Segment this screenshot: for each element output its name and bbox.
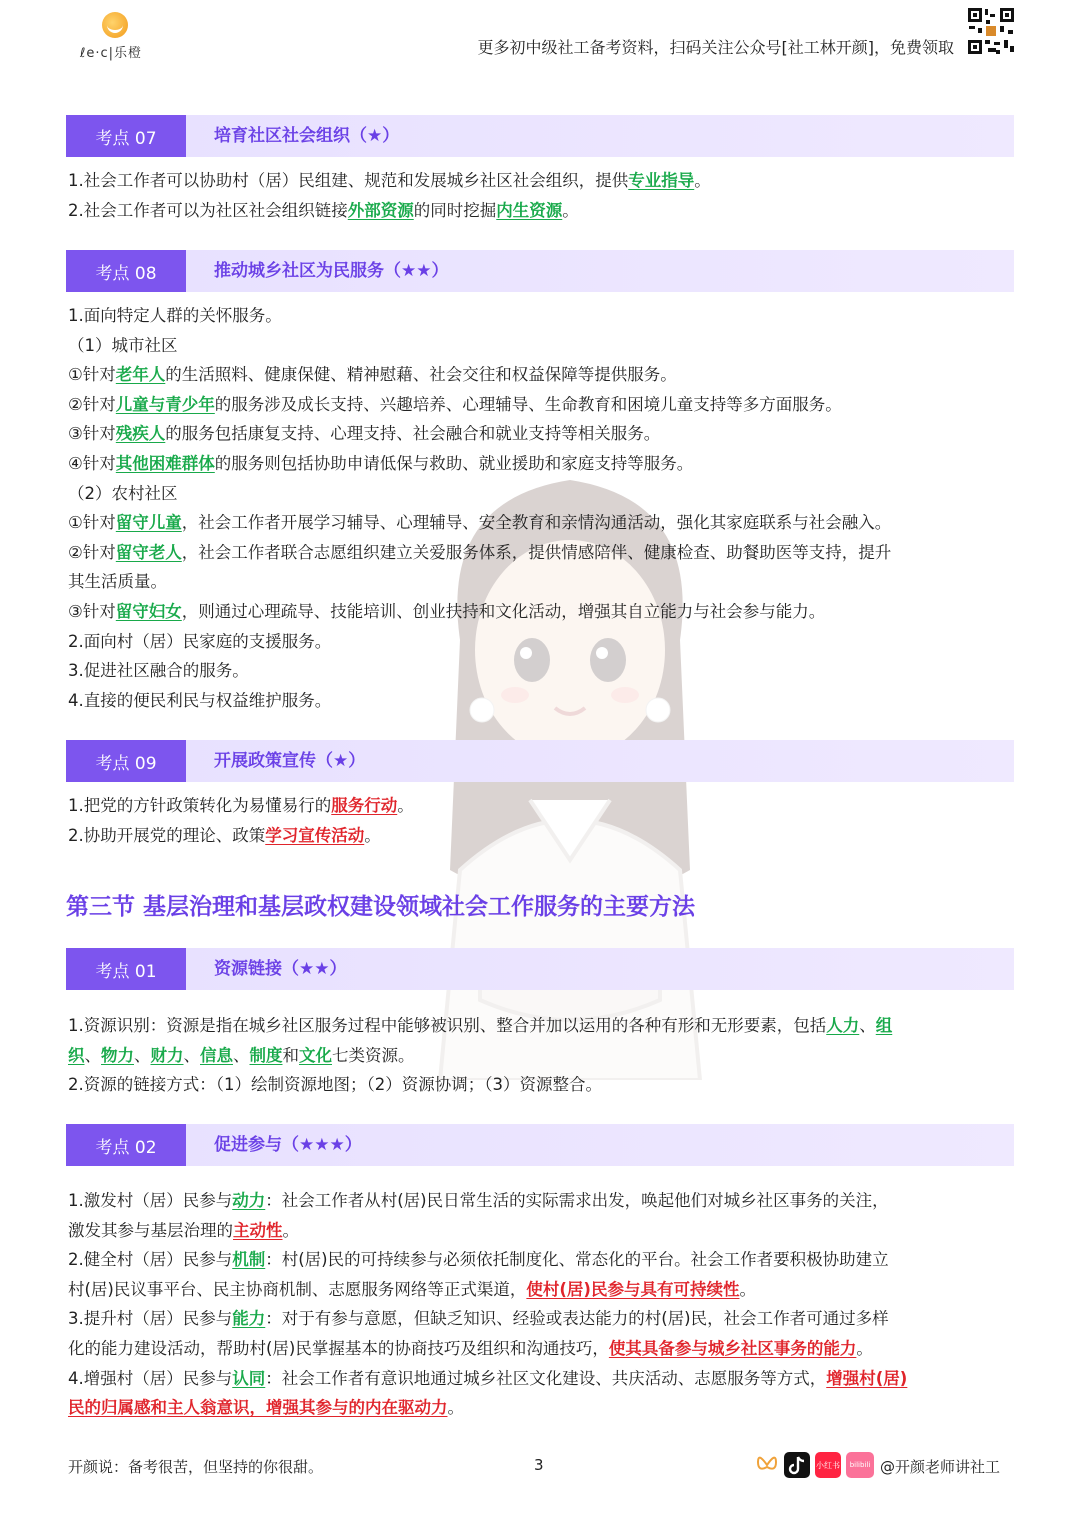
body-line (68, 508, 1018, 538)
text-span: 和 (282, 1045, 299, 1065)
body-line (68, 1011, 1018, 1041)
text-span: 。 (397, 796, 414, 815)
section-title: 培育社区社会组织（★） (214, 126, 400, 146)
highlight-keyword: 制度 (249, 1045, 283, 1065)
section-tag: 考点 09 (66, 740, 186, 782)
body-line (68, 301, 1018, 331)
section-header-09 (66, 740, 1014, 782)
highlight-keyword: 民的归属感和主人翁意识，增强其参与的内在驱动力 (68, 1398, 448, 1418)
text-span: 。 (364, 825, 381, 845)
body-line (68, 1393, 1018, 1423)
section-body (68, 791, 1018, 850)
text-span: 3.提升村（居）民参与 (68, 1309, 233, 1329)
body-line (68, 196, 1018, 226)
highlight-keyword: 使其具备参与城乡社区事务的能力 (608, 1338, 857, 1358)
text-span: ②针对 (68, 542, 116, 562)
section-tag: 考点 01 (66, 948, 186, 990)
highlight-keyword: 儿童与青少年 (115, 394, 215, 414)
highlight-keyword: 学习宣传活动 (265, 825, 365, 845)
section-title: 促进参与（★★★） (214, 1135, 362, 1155)
highlight-keyword: 服务行动 (331, 796, 398, 815)
highlight-keyword: 动力 (232, 1191, 266, 1210)
section-header-08 (66, 250, 1014, 292)
text-span: 。 (694, 171, 711, 190)
text-span: 化的能力建设活动，帮助村(居)民掌握基本的协商技巧及组织和沟通技巧， (68, 1338, 609, 1358)
section-header-02 (66, 1124, 1014, 1166)
body-line (68, 821, 1018, 851)
text-span: ：社会工作者有意识地通过城乡社区文化建设、共庆活动、志愿服务等方式， (265, 1368, 827, 1388)
section-header-01 (66, 948, 1014, 990)
body-line (68, 597, 1018, 627)
text-span: 、 (134, 1045, 151, 1065)
body-line (68, 627, 1018, 657)
text-span: 。 (856, 1338, 873, 1358)
body-line (68, 360, 1018, 390)
text-span: 2.健全村（居）民参与 (68, 1250, 233, 1270)
section-tag: 考点 08 (66, 250, 186, 292)
text-span: 2.面向村（居）民家庭的支援服务。 (68, 631, 332, 651)
page-number: 3 (534, 1456, 544, 1474)
header-promo-text: 更多初中级社工备考资料，扫码关注公众号[社工林开颜]，免费领取 (477, 38, 954, 57)
highlight-keyword: 组 (875, 1016, 893, 1035)
footer-handle: @开颜老师讲社工 (880, 1458, 1001, 1476)
text-span: 、 (183, 1045, 200, 1065)
highlight-keyword: 财力 (150, 1045, 184, 1065)
body-line (68, 1070, 1018, 1100)
body-line (68, 538, 1018, 568)
highlight-keyword: 人力 (826, 1016, 860, 1035)
body-line (68, 449, 1018, 479)
body-line (68, 166, 1018, 196)
section-body (68, 1186, 1018, 1423)
chapter-title: 第三节 基层治理和基层政权建设领域社会工作服务的主要方法 (66, 894, 696, 920)
body-line (68, 390, 1018, 420)
section-title: 资源链接（★★） (214, 959, 347, 979)
text-span: 、 (233, 1045, 250, 1065)
highlight-keyword: 残疾人 (115, 424, 166, 444)
section-body (68, 301, 1018, 715)
text-span: （2）农村社区 (68, 483, 178, 503)
text-span: ：社会工作者从村(居)民日常生活的实际需求出发，唤起他们对城乡社区事务的关注， (265, 1191, 889, 1210)
section-tag: 考点 07 (66, 115, 186, 157)
logo-text: ℓe·c|乐橙 (80, 46, 143, 61)
body-line (68, 479, 1018, 509)
text-span: 3.促进社区融合的服务。 (68, 661, 249, 681)
text-span: 、 (84, 1045, 101, 1065)
highlight-keyword: 使村(居)民参与具有可持续性 (526, 1279, 740, 1299)
text-span: 的同时挖掘 (413, 200, 497, 220)
text-span: 激发其参与基层治理的 (68, 1220, 233, 1240)
text-span: 1.激发村（居）民参与 (68, 1191, 233, 1210)
text-span: 2.协助开展党的理论、政策 (68, 825, 266, 845)
text-span: 。 (282, 1220, 299, 1240)
text-span: ：村(居)民的可持续参与必须依托制度化、常态化的平台。社会工作者要积极协助建立 (265, 1250, 889, 1270)
highlight-keyword: 增强村(居) (826, 1368, 908, 1388)
body-line (68, 1216, 1018, 1246)
section-header-07 (66, 115, 1014, 157)
text-span: ，社会工作者联合志愿组织建立关爱服务体系，提供情感陪伴、健康检查、助餐助医等支持，提升 (181, 542, 892, 562)
text-span: 。 (739, 1279, 756, 1299)
body-line (68, 567, 1018, 597)
text-span: （1）城市社区 (68, 335, 178, 355)
highlight-keyword: 外部资源 (347, 200, 414, 220)
highlight-keyword: 能力 (232, 1309, 266, 1329)
section-body (68, 1011, 1018, 1100)
xiaohongshu-icon[interactable]: 小红书 (815, 1452, 841, 1478)
text-span: ，社会工作者开展学习辅导、心理辅导、安全教育和亲情沟通活动，强化其家庭联系与社会融入。 (181, 513, 892, 533)
highlight-keyword: 织 (68, 1045, 85, 1065)
text-span: 4.增强村（居）民参与 (68, 1368, 233, 1388)
butterfly-icon[interactable] (756, 1452, 778, 1478)
body-line (68, 656, 1018, 686)
section-tag: 考点 02 (66, 1124, 186, 1166)
body-line (68, 1275, 1018, 1305)
text-span: 。 (447, 1398, 464, 1418)
body-line (68, 791, 1018, 821)
text-span: 、 (859, 1016, 876, 1035)
text-span: ①针对 (68, 365, 116, 385)
footer-slogan: 开颜说：备考很苦，但坚持的你很甜。 (68, 1458, 324, 1476)
body-line (68, 1304, 1018, 1334)
text-span: 的服务涉及成长支持、兴趣培养、心理辅导、生命教育和困境儿童支持等多方面服务。 (214, 394, 842, 414)
section-title: 开展政策宣传（★） (214, 751, 366, 771)
text-span: ①针对 (68, 513, 116, 533)
highlight-keyword: 机制 (232, 1250, 266, 1270)
bilibili-icon[interactable]: bilibili (846, 1452, 874, 1478)
text-span: 的服务则包括协助申请低保与救助、就业援助和家庭支持等服务。 (214, 453, 694, 473)
highlight-keyword: 物力 (101, 1045, 134, 1065)
text-span: 村(居)民议事平台、民主协商机制、志愿服务网络等正式渠道， (68, 1279, 527, 1299)
text-span: 1.社会工作者可以协助村（居）民组建、规范和发展城乡社区社会组织，提供 (68, 171, 629, 190)
body-line (68, 419, 1018, 449)
text-span: 七类资源。 (332, 1045, 415, 1065)
body-line (68, 1041, 1018, 1071)
highlight-keyword: 认同 (232, 1368, 266, 1388)
qr-code-icon[interactable] (966, 6, 1016, 56)
text-span: 1.把党的方针政策转化为易懂易行的 (68, 796, 332, 815)
section-title: 推动城乡社区为民服务（★★） (214, 261, 449, 281)
text-span: ④针对 (68, 453, 116, 473)
highlight-keyword: 信息 (200, 1045, 233, 1065)
highlight-keyword: 留守老人 (115, 542, 182, 562)
text-span: 1.资源识别：资源是指在城乡社区服务过程中能够被识别、整合并加以运用的各种有形和无形要素，包括 (68, 1016, 827, 1035)
text-span: 的服务包括康复支持、心理支持、社会融合和就业支持等相关服务。 (165, 424, 661, 444)
text-span: 2.资源的链接方式：（1）绘制资源地图；（2）资源协调；（3）资源整合。 (68, 1075, 602, 1095)
text-span: ③针对 (68, 424, 116, 444)
text-span: 。 (562, 200, 579, 220)
highlight-keyword: 其他困难群体 (115, 453, 215, 473)
text-span: ，则通过心理疏导、技能培训、创业扶持和文化活动，增强其自立能力与社会参与能力。 (181, 601, 826, 621)
body-line (68, 1334, 1018, 1364)
text-span: 的生活照料、健康保健、精神慰藉、社会交往和权益保障等提供服务。 (165, 365, 677, 385)
section-body (68, 166, 1018, 225)
body-line (68, 331, 1018, 361)
body-line (68, 686, 1018, 716)
text-span: 4.直接的便民利民与权益维护服务。 (68, 690, 332, 710)
highlight-keyword: 专业指导 (628, 171, 695, 190)
body-line (68, 1364, 1018, 1394)
text-span: 其生活质量。 (68, 572, 167, 592)
text-span: ③针对 (68, 601, 116, 621)
highlight-keyword: 文化 (299, 1045, 332, 1065)
douyin-icon[interactable] (784, 1452, 810, 1478)
brand-logo (80, 12, 150, 61)
body-line (68, 1186, 1018, 1216)
highlight-keyword: 内生资源 (496, 200, 563, 220)
highlight-keyword: 留守妇女 (115, 601, 182, 621)
text-span: ②针对 (68, 394, 116, 414)
highlight-keyword: 主动性 (233, 1220, 283, 1240)
highlight-keyword: 老年人 (115, 365, 166, 385)
text-span: 2.社会工作者可以为社区社会组织链接 (68, 200, 348, 220)
text-span: 1.面向特定人群的关怀服务。 (68, 306, 282, 325)
text-span: ：对于有参与意愿，但缺乏知识、经验或表达能力的村(居)民，社会工作者可通过多样 (265, 1309, 889, 1329)
highlight-keyword: 留守儿童 (115, 513, 182, 533)
body-line (68, 1245, 1018, 1275)
